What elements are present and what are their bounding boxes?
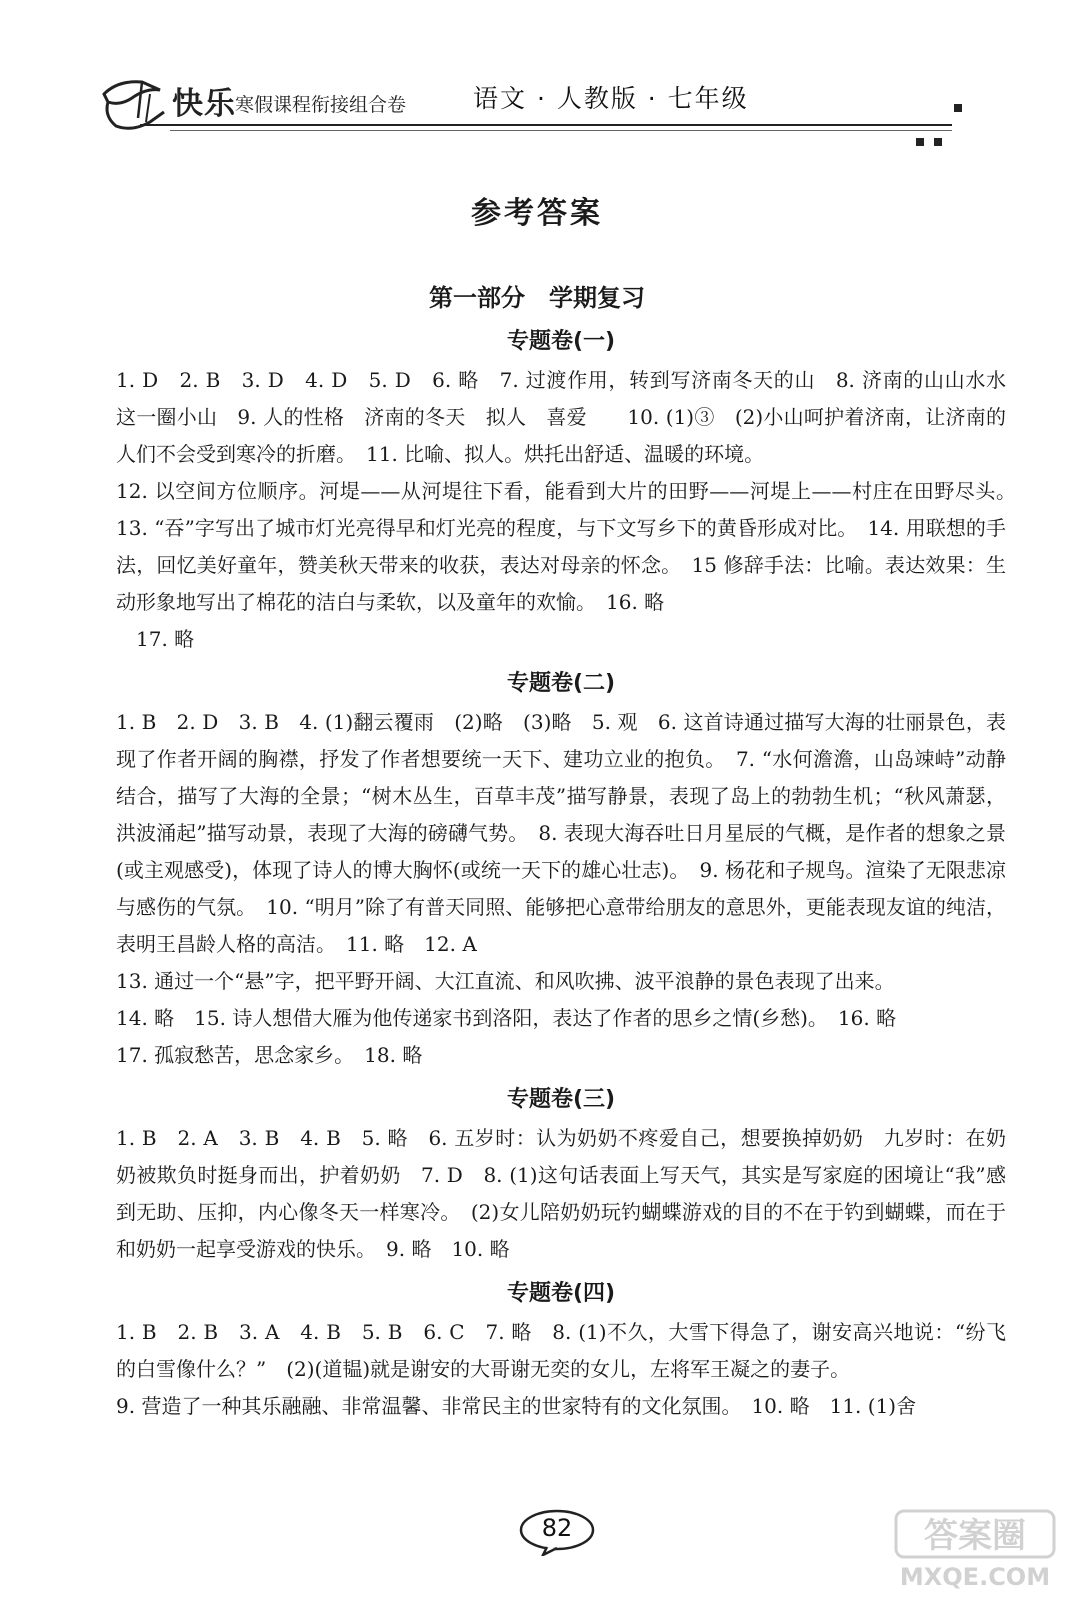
- section-title: 专题卷(三): [506, 1087, 616, 1112]
- decor-square: [934, 138, 942, 146]
- page-number: 82: [541, 1514, 573, 1542]
- subject-label: 语文 · 人教版 · 七年级: [473, 84, 749, 113]
- book-logo-icon: [98, 72, 170, 132]
- section-answers: 1. D 2. B 3. D 4. D 5. D 6. 略 7. 过渡作用，转到写济南冬天的山 8. 济南的山山水水 这一圈小山 9. 人的性格 济南的冬天 拟人 喜爱 10. (1)③ (2)小山呵护着济南，让济南的人们不会受到寒冷的折磨。 11. 比喻、拟人。烘托出舒适、温暖的环境。 12. 以空间方位顺序。河堤——从河堤往下看，能看到大片的田野——河堤上——村庄在田野尽头。 13. “吞”字写出了城市灯光亮得早和灯光亮的程度，与下文写乡下的黄昏形成对比。 14. 用联想的手法，回忆美好童年，赞美秋天带来的收获，表达对母亲的怀念。 15 修辞手法：比喻。表达效果：生动形象地写出了棉花的洁白与柔软，以及童年的欢愉。 16. 略 17. 略: [116, 368, 1006, 651]
- page-title: 参考答案: [471, 196, 603, 231]
- header-rule: [140, 124, 952, 126]
- brand-name: 快乐: [172, 86, 236, 122]
- decor-square: [954, 104, 962, 112]
- header-rule-thin: [170, 130, 952, 131]
- watermark-logo: [890, 1505, 1060, 1595]
- section-title: 专题卷(四): [506, 1281, 616, 1306]
- page-header: [0, 0, 1074, 150]
- section-answers: 1. B 2. D 3. B 4. (1)翻云覆雨 (2)略 (3)略 5. 观 6. 这首诗通过描写大海的壮丽景色，表现了作者开阔的胸襟，抒发了作者想要统一天下、建功立业的抱负。 7. “水何澹澹，山岛竦峙”动静结合，描写了大海的全景；“树木丛生，百草丰茂”描写静景，表现了岛上的勃勃生机；“秋风萧瑟，洪波涌起”描写动景，表现了大海的磅礴气势。 8. 表现大海吞吐日月星辰的气概，是作者的想象之景(或主观感受)，体现了诗人的博大胸怀(或统一天下的雄心壮志)。 9. 杨花和子规鸟。渲染了无限悲凉与感伤的气氛。 10. “明月”除了有普天同照、能够把心意带给朋友的意思外，更能表现友谊的纯洁，表明王昌龄人格的高洁。 11. 略 12. A 13. 通过一个“悬”字，把平野开阔、大江直流、和风吹拂、波平浪静的景色表现了出来。 14. 略 15. 诗人想借大雁为他传递家书到洛阳，表达了作者的思乡之情(乡愁)。 16. 略 17. 孤寂愁苦，思念家乡。 18. 略: [116, 710, 1006, 1067]
- decor-square: [916, 138, 924, 146]
- section-title: 专题卷(一): [506, 329, 616, 354]
- answer-content: [116, 322, 1006, 1431]
- svg-text:答案圈: 答案圈: [924, 1516, 1026, 1556]
- section-title: 专题卷(二): [506, 671, 616, 696]
- section-answers: 1. B 2. B 3. A 4. B 5. B 6. C 7. 略 8. (1)不久，大雪下得急了，谢安高兴地说：“纷飞的白雪像什么？” (2)(道韫)就是谢安的大哥谢无奕的女儿，左将军王凝之的妻子。 9. 营造了一种其乐融融、非常温馨、非常民主的世家特有的文化氛围。 10. 略 11. (1)舍: [116, 1320, 1006, 1418]
- series-name: 寒假课程衔接组合卷: [235, 94, 407, 116]
- part-title: 第一部分 学期复习: [429, 284, 645, 312]
- svg-text:MXQE.COM: MXQE.COM: [899, 1563, 1051, 1591]
- section-answers: 1. B 2. A 3. B 4. B 5. 略 6. 五岁时：认为奶奶不疼爱自己，想要换掉奶奶 九岁时：在奶奶被欺负时挺身而出，护着奶奶 7. D 8. (1)这句话表面上写天气，其实是写家庭的困境让“我”感到无助、压抑，内心像冬天一样寒冷。 (2)女儿陪奶奶玩钓蝴蝶游戏的目的不在于钓到蝴蝶，而在于和奶奶一起享受游戏的快乐。 9. 略 10. 略: [116, 1126, 1006, 1261]
